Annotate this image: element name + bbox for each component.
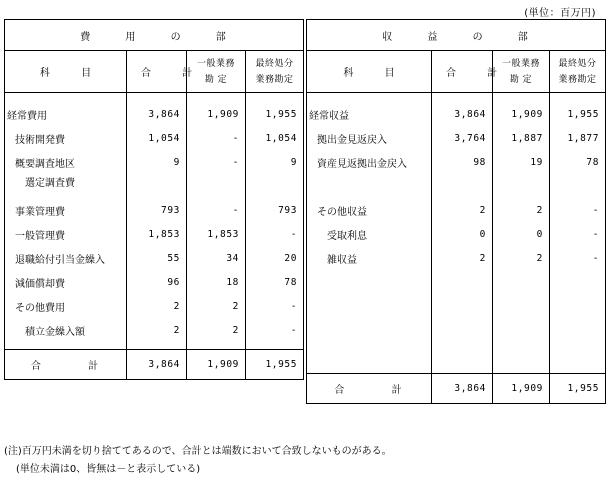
total-total: 3,864: [127, 350, 187, 380]
row-total: 2: [432, 246, 493, 270]
row-total: 96: [127, 270, 187, 294]
table-row: [5, 270, 304, 294]
expenses-header-final-line1: 最終処分: [255, 58, 294, 69]
table-row: [5, 222, 304, 246]
row-label: その他費用: [5, 294, 127, 318]
income-statement-table: [4, 19, 605, 435]
row-label: 技術開発費: [5, 126, 127, 150]
row-final: -: [550, 246, 606, 270]
expenses-header-subject: 科 目: [5, 51, 127, 93]
row-total: 3,864: [432, 102, 493, 126]
revenues-header-general-line2: 勘 定: [509, 74, 533, 85]
row-general: 34: [187, 246, 246, 270]
table-row: [5, 246, 304, 270]
table-row: [307, 126, 606, 150]
expenses-header-general-line2: 勘 定: [204, 74, 228, 85]
footnotes: [4, 443, 392, 479]
row-total: 0: [432, 222, 493, 246]
revenues-header-total: 合 計: [432, 51, 493, 93]
table-row: [307, 198, 606, 222]
total-total: 3,864: [432, 374, 493, 404]
row-final: 9: [246, 150, 304, 174]
expenses-header-final: [246, 51, 304, 93]
row-general: -: [187, 126, 246, 150]
footnote-line-1: (注)百万円未満を切り捨ててあるので、合計とは端数において合致しないものがある。: [4, 446, 392, 457]
total-general: 1,909: [493, 374, 550, 404]
table-row: [307, 246, 606, 270]
row-total: 3,864: [127, 102, 187, 126]
row-label: その他収益: [307, 198, 432, 222]
row-total: 1,054: [127, 126, 187, 150]
total-final: 1,955: [246, 350, 304, 380]
expenses-section-title: 費 用 の 部: [5, 20, 304, 51]
row-final: [246, 174, 304, 198]
expenses-header-total: 合 計: [127, 51, 187, 93]
row-general: 2: [493, 198, 550, 222]
footnote-line-2: (単位未満は0、皆無は－と表示している): [16, 464, 201, 475]
row-total: [127, 174, 187, 198]
revenues-header-final-line2: 業務勘定: [558, 74, 597, 85]
expenses-header-general-line1: 一般業務: [196, 58, 235, 69]
row-final: 1,054: [246, 126, 304, 150]
row-total: 9: [127, 150, 187, 174]
row-label: 概要調査地区: [5, 150, 127, 174]
row-final: -: [246, 318, 304, 342]
row-general: [187, 174, 246, 198]
table-row: [5, 174, 304, 198]
row-label: 減価償却費: [5, 270, 127, 294]
row-label: 経常費用: [5, 102, 127, 126]
row-final: 78: [550, 150, 606, 174]
revenues-total-row: [307, 374, 606, 404]
row-label: 拠出金見返戻入: [307, 126, 432, 150]
table-row: [5, 198, 304, 222]
row-total: 3,764: [432, 126, 493, 150]
row-general: 1,853: [187, 222, 246, 246]
table-row: [307, 150, 606, 174]
row-general: 2: [493, 246, 550, 270]
row-general: 1,887: [493, 126, 550, 150]
row-general: 1,909: [493, 102, 550, 126]
total-label: 合 計: [5, 350, 127, 380]
revenues-header-general-line1: 一般業務: [501, 58, 540, 69]
revenues-header-final-line1: 最終処分: [558, 58, 597, 69]
row-label: 事業管理費: [5, 198, 127, 222]
row-general: 1,909: [187, 102, 246, 126]
expenses-header-final-line2: 業務勘定: [255, 74, 294, 85]
row-label: 経常収益: [307, 102, 432, 126]
expenses-total-row: [5, 350, 304, 380]
row-final: 1,955: [550, 102, 606, 126]
total-general: 1,909: [187, 350, 246, 380]
row-total: 98: [432, 150, 493, 174]
revenues-table: [306, 19, 606, 404]
table-row: [5, 318, 304, 342]
row-general: -: [187, 150, 246, 174]
row-label: 選定調査費: [5, 174, 127, 198]
revenues-header-subject: 科 目: [307, 51, 432, 93]
row-general: 0: [493, 222, 550, 246]
row-final: 1,877: [550, 126, 606, 150]
total-label: 合 計: [307, 374, 432, 404]
row-final: -: [550, 222, 606, 246]
row-label: 雑収益: [307, 246, 432, 270]
row-label: 受取利息: [307, 222, 432, 246]
row-total: 2: [127, 318, 187, 342]
row-total: 2: [432, 198, 493, 222]
row-general: 2: [187, 294, 246, 318]
row-final: 78: [246, 270, 304, 294]
table-row: [5, 102, 304, 126]
row-general: 18: [187, 270, 246, 294]
row-total: 1,853: [127, 222, 187, 246]
table-row: [5, 294, 304, 318]
total-final: 1,955: [550, 374, 606, 404]
table-row: [5, 126, 304, 150]
expenses-table: [4, 19, 304, 380]
table-row: [307, 222, 606, 246]
row-final: 793: [246, 198, 304, 222]
table-row: [307, 102, 606, 126]
revenues-section-title: 収 益 の 部: [307, 20, 606, 51]
table-row: [5, 150, 304, 174]
revenues-header-final: [550, 51, 606, 93]
row-total: 55: [127, 246, 187, 270]
row-label: 資産見返拠出金戻入: [307, 150, 432, 174]
row-total: 2: [127, 294, 187, 318]
row-final: -: [246, 294, 304, 318]
row-general: -: [187, 198, 246, 222]
row-total: 793: [127, 198, 187, 222]
row-final: -: [246, 222, 304, 246]
row-general: 2: [187, 318, 246, 342]
row-label: 積立金繰入額: [5, 318, 127, 342]
row-label: 退職給付引当金繰入: [5, 246, 127, 270]
row-final: -: [550, 198, 606, 222]
row-final: 1,955: [246, 102, 304, 126]
unit-label: (単位：百万円): [524, 8, 596, 19]
row-final: 20: [246, 246, 304, 270]
row-label: 一般管理費: [5, 222, 127, 246]
row-general: 19: [493, 150, 550, 174]
